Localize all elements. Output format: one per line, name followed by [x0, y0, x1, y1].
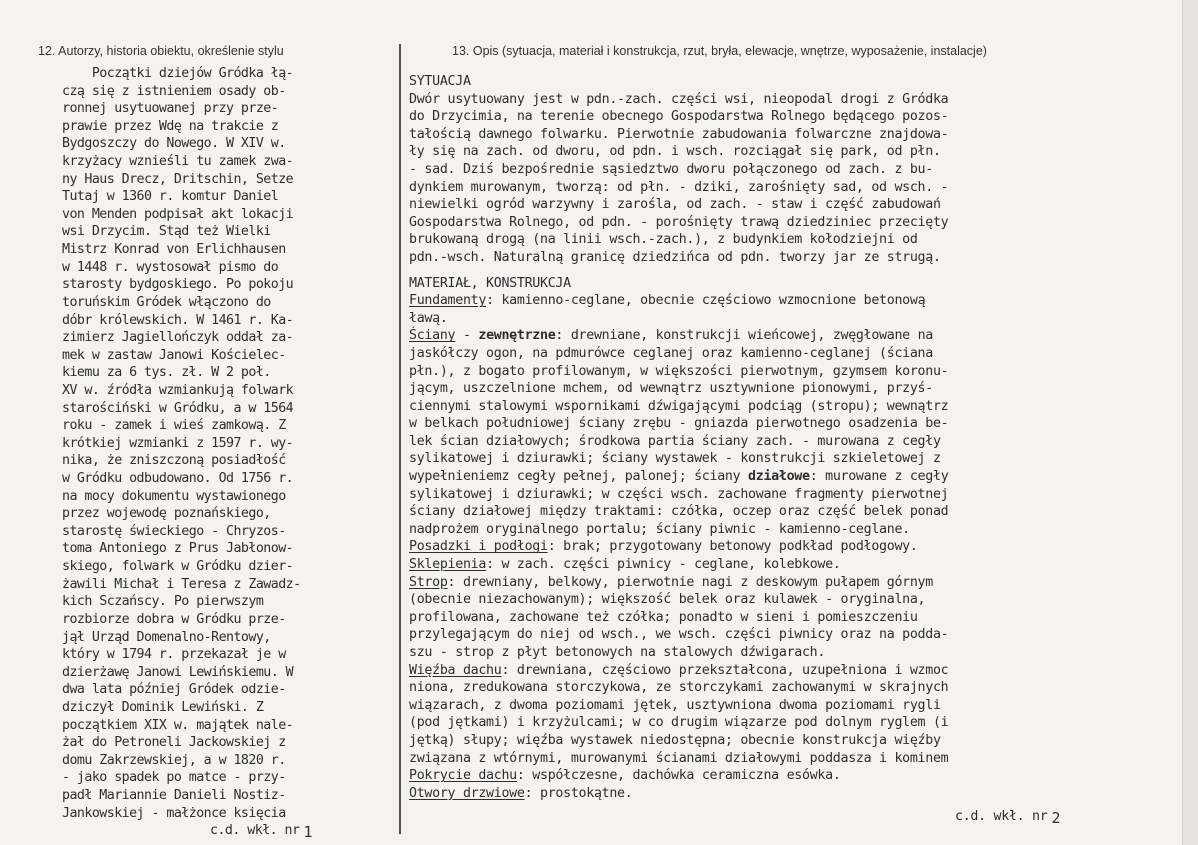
vaults-text: : w zach. części piwnicy - ceglane, kolebkowe. — [486, 557, 841, 573]
walls-line: płn.), z bogato profilowanym, w większości pierwotnym, gzymsem koronu- — [409, 363, 949, 379]
continuation-note-left — [62, 822, 382, 840]
floors-line — [409, 538, 1181, 556]
walls-line: sylikatowej i dziurawki; w części wsch. zachowane fragmenty pierwotnej — [409, 486, 949, 502]
history-text — [62, 65, 382, 840]
walls-exterior-label: zewnętrzne — [478, 328, 556, 344]
right-column-header: 13. Opis (sytuacja, materiał i konstrukcja, rzut, bryła, elewacje, wnętrze, wyposażenie, instalacje) — [452, 44, 987, 58]
situation-line: tałością dawnego folwarku. Pierwotnie zabudowania folwarczne znajdowa- — [409, 126, 949, 142]
section-heading-situation: SYTUACJA — [409, 74, 471, 89]
ceiling-line: (obecnie niezachowanym); większość belek oraz kulawek - oryginalna, — [409, 592, 926, 608]
roof-truss-line: jętką) słupy; więźba wystawek niedostępna; obecnie konstrukcja więźby — [409, 732, 941, 748]
history-line: toruńskim Gródek włączono do — [62, 294, 271, 310]
history-line: żał do Petroneli Jackowskiej z — [62, 735, 286, 751]
left-column-header: 12. Autorzy, historia obiektu, określenie stylu — [38, 44, 284, 58]
history-line: mek w zastaw Janowi Kościelec- — [62, 347, 286, 363]
walls-text: wypełnieniemz cegły pełnej, palonej; ściany — [409, 469, 749, 485]
history-line: w 1448 r. wystosował pismo do — [62, 259, 279, 275]
history-line: starostę świeckiego - Chryzos- — [62, 523, 286, 539]
history-line: dwa lata później Gródek odzie- — [62, 682, 286, 698]
walls-partition-label: działowe — [748, 469, 810, 485]
walls-line — [409, 327, 1181, 345]
roof-truss-label: Więźba dachu — [409, 662, 502, 678]
vaults-line — [409, 556, 1181, 574]
history-line: ny Haus Drecz, Dritschin, Setze — [62, 171, 294, 187]
history-line: krzyżacy wznieśli tu zamek zwa- — [62, 154, 294, 170]
ceiling-line: przylegającym do niej od wsch., we wsch. części piwnicy oraz na podda- — [409, 627, 949, 643]
floors-label: Posadzki i podłogi — [409, 539, 548, 555]
situation-line: pdn.-wsch. Naturalną granicę dziedzińca od pdn. tworzy jar ze strugą. — [409, 249, 941, 265]
continuation-note-right — [409, 808, 1181, 826]
roof-truss-line: związana z wtórnymi, murowanymi ścianami działowymi poddasza i kominem — [409, 750, 949, 766]
history-line: domu Zakrzewskiej, a w 1820 r. — [62, 752, 286, 768]
walls-line: ciennymi stalowymi wspornikami dźwigającymi podciąg (stropu); wewnątrz — [409, 398, 949, 414]
section-heading-material: MATERIAŁ, KONSTRUKCJA — [409, 275, 571, 291]
history-line: wsi Drzycim. Stąd też Wielki — [62, 224, 271, 240]
situation-line: Dwór usytuowany jest w pdn.-zach. części wsi, nieopodal drogi z Gródka — [409, 91, 949, 107]
history-line: żawili Michał i Teresa z Zawadz- — [62, 576, 301, 592]
history-line: ronnej usytuowanej przy prze- — [62, 101, 279, 117]
walls-line: sylikatowej i dziurawki; ściany wystawek - konstrukcji szkieletowej z — [409, 451, 941, 467]
doors-text: : prostokątne. — [524, 785, 633, 801]
history-line: jął Urząd Domenalno-Rentowy, — [62, 629, 271, 645]
roof-truss-text: : drewniana, częściowo przekształcona, uzupełniona i wzmoc — [501, 662, 949, 678]
history-line: padł Mariannie Danieli Nostiz- — [62, 787, 286, 803]
history-line: zimierz Jagiellończyk oddał za- — [62, 330, 294, 346]
description-text — [409, 73, 1181, 826]
walls-line: jącym, uszczelnione mchem, od wewnątrz usztywnione pionowymi, przyś- — [409, 381, 933, 397]
foundations-line — [409, 292, 1181, 310]
history-line: Tutaj w 1360 r. komtur Daniel — [62, 189, 279, 205]
history-line: przez wojewodę poznańskiego, — [62, 506, 271, 522]
walls-line: nadprożem oryginalnego portalu; ściany piwnic - kamienno-ceglane. — [409, 521, 910, 537]
history-line: który w 1794 r. przekazał je w — [62, 647, 286, 663]
ceiling-text: : drewniany, belkowy, pierwotnie nagi z deskowym pułapem górnym — [447, 574, 933, 590]
history-line: początkiem XIX w. majątek nale- — [62, 717, 294, 733]
history-line: nika, że zniszczoną posiadłość — [62, 453, 286, 469]
ceiling-line — [409, 574, 1181, 592]
history-line: krótkiej wzmianki z 1597 r. wy- — [62, 435, 294, 451]
walls-line: lek ścian działowych; środkowa partia ściany zach. - murowana z cegły — [409, 433, 941, 449]
walls-line: ściany działowej między traktami: czółka, oczep oraz część belek ponad — [409, 504, 949, 520]
history-line: starościński w Gródku, a w 1564 — [62, 400, 294, 416]
history-line: Mistrz Konrad von Erlichhausen — [62, 242, 286, 258]
roof-truss-line — [409, 662, 1181, 680]
situation-line: niewielki ogród warzywny i zarośla, od zach. - staw i część zabudowań — [409, 197, 941, 213]
history-line: Jankowskiej - małżonce księcia — [62, 805, 286, 821]
roofing-line — [409, 767, 1181, 785]
history-line: kich Sczańscy. Po pierwszym — [62, 594, 264, 610]
situation-line: - sad. Dziś bezpośrednie sąsiedztwo dworu połączonego od zach. z bu- — [409, 161, 933, 177]
ceiling-label: Strop — [409, 574, 448, 590]
history-line: Bydgoszczy do Nowego. W XIV w. — [62, 136, 286, 152]
walls-line: w belkach południowej ściany zrębu - gniazda pierwotnego osadzenia be- — [409, 416, 949, 432]
history-line: dóbr królewskich. W 1461 r. Ka- — [62, 312, 294, 328]
continuation-label: c.d. wkł. nr — [210, 823, 300, 839]
history-line: czą się z istnieniem osady ob- — [62, 83, 286, 99]
walls-line — [409, 468, 1181, 486]
history-line: - jako spadek po matce - przy- — [62, 770, 286, 786]
history-line: skiego, folwark w Gródku dzier- — [62, 559, 294, 575]
history-line: starosty bydgoskiego. Po pokoju — [62, 277, 294, 293]
history-line: kiemu za 6 tys. zł. W 2 poł. — [62, 365, 271, 381]
history-line: roku - zamek i wieś zamkową. Z — [62, 418, 286, 434]
doors-label: Otwory drzwiowe — [409, 785, 525, 801]
situation-line: brukowaną drogą (na linii wsch.-zach.), z budynkiem kołodziejni od — [409, 232, 918, 248]
history-line: dziczył Dominik Lewiński. Z — [62, 699, 264, 715]
walls-dash: - — [455, 328, 479, 344]
continuation-page-number: 2 — [1051, 809, 1061, 828]
situation-line: ły się na zach. od dworu, od pdn. i wsch. rozciągał się park, od płn. — [409, 144, 941, 160]
history-line: XV w. źródła wzmiankują folwark — [62, 382, 294, 398]
history-line: toma Antoniego z Prus Jabłonow- — [62, 541, 294, 557]
history-line: Początki dziejów Gródka łą- — [62, 66, 294, 81]
walls-label: Ściany — [409, 328, 456, 344]
history-line: prawie przez Wdę na trakcie z — [62, 118, 279, 134]
roofing-text: : współczesne, dachówka ceramiczna esówka. — [516, 768, 841, 784]
vaults-label: Sklepienia — [409, 557, 487, 573]
roofing-label: Pokrycie dachu — [409, 768, 517, 784]
continuation-label: c.d. wkł. nr — [955, 809, 1048, 825]
situation-line: Gospodarstwa Rolnego, od pdn. - porośnięty trawą dziedziniec przecięty — [409, 214, 949, 230]
situation-line: dynkiem murowanym, tworzą: od płn. - dziki, zarośnięty sad, od wsch. - — [409, 179, 949, 195]
page-edge — [1182, 0, 1198, 845]
ceiling-line: szu - strop z płyt betonowych na stalowych dźwigarach. — [409, 645, 826, 660]
foundations-label: Fundamenty — [409, 293, 487, 309]
continuation-page-number: 1 — [303, 823, 312, 842]
roof-truss-line: wiązarach, z dwoma poziomami jętek, usztywniona dwoma poziomami rygli — [409, 697, 941, 713]
history-line: na mocy dokumentu wystawionego — [62, 488, 286, 504]
foundations-text: : kamienno-ceglane, obecnie częściowo wzmocnione betonową — [486, 293, 926, 309]
floors-text: : brak; przygotowany betonowy podkład podłogowy. — [547, 539, 918, 555]
ceiling-line: profilowana, zachowane też czółka; ponadto w sieni i pomieszczeniu — [409, 609, 918, 625]
history-line: von Menden podpisał akt lokacji — [62, 206, 294, 222]
walls-text: : drewniane, konstrukcji wieńcowej, zwęgłowane na — [555, 328, 933, 344]
walls-text: : murowane z cegły — [809, 469, 949, 485]
history-line: dzierżawę Janowi Lewińskiemu. W — [62, 664, 294, 680]
history-line: rozbiorze dobra w Gródku prze- — [62, 611, 286, 627]
walls-line: jaskółczy ogon, na pdmurówce ceglanej oraz kamienno-ceglanej (ściana — [409, 345, 933, 361]
history-line: w Gródku odbudowano. Od 1756 r. — [62, 471, 294, 487]
roof-truss-line: (pod jętkami) i krzyżulcami; w co drugim wiązarze pod dolnym ryglem (i — [409, 715, 949, 731]
roof-truss-line: niona, zredukowana storczykowa, ze storczykami zachowanymi w skrajnych — [409, 680, 949, 696]
foundations-line: ławą. — [409, 310, 448, 326]
situation-line: do Drzycimia, na terenie obecnego Gospodarstwa Rolnego będącego pozos- — [409, 109, 949, 125]
column-divider — [399, 44, 401, 834]
doors-line — [409, 785, 1181, 803]
